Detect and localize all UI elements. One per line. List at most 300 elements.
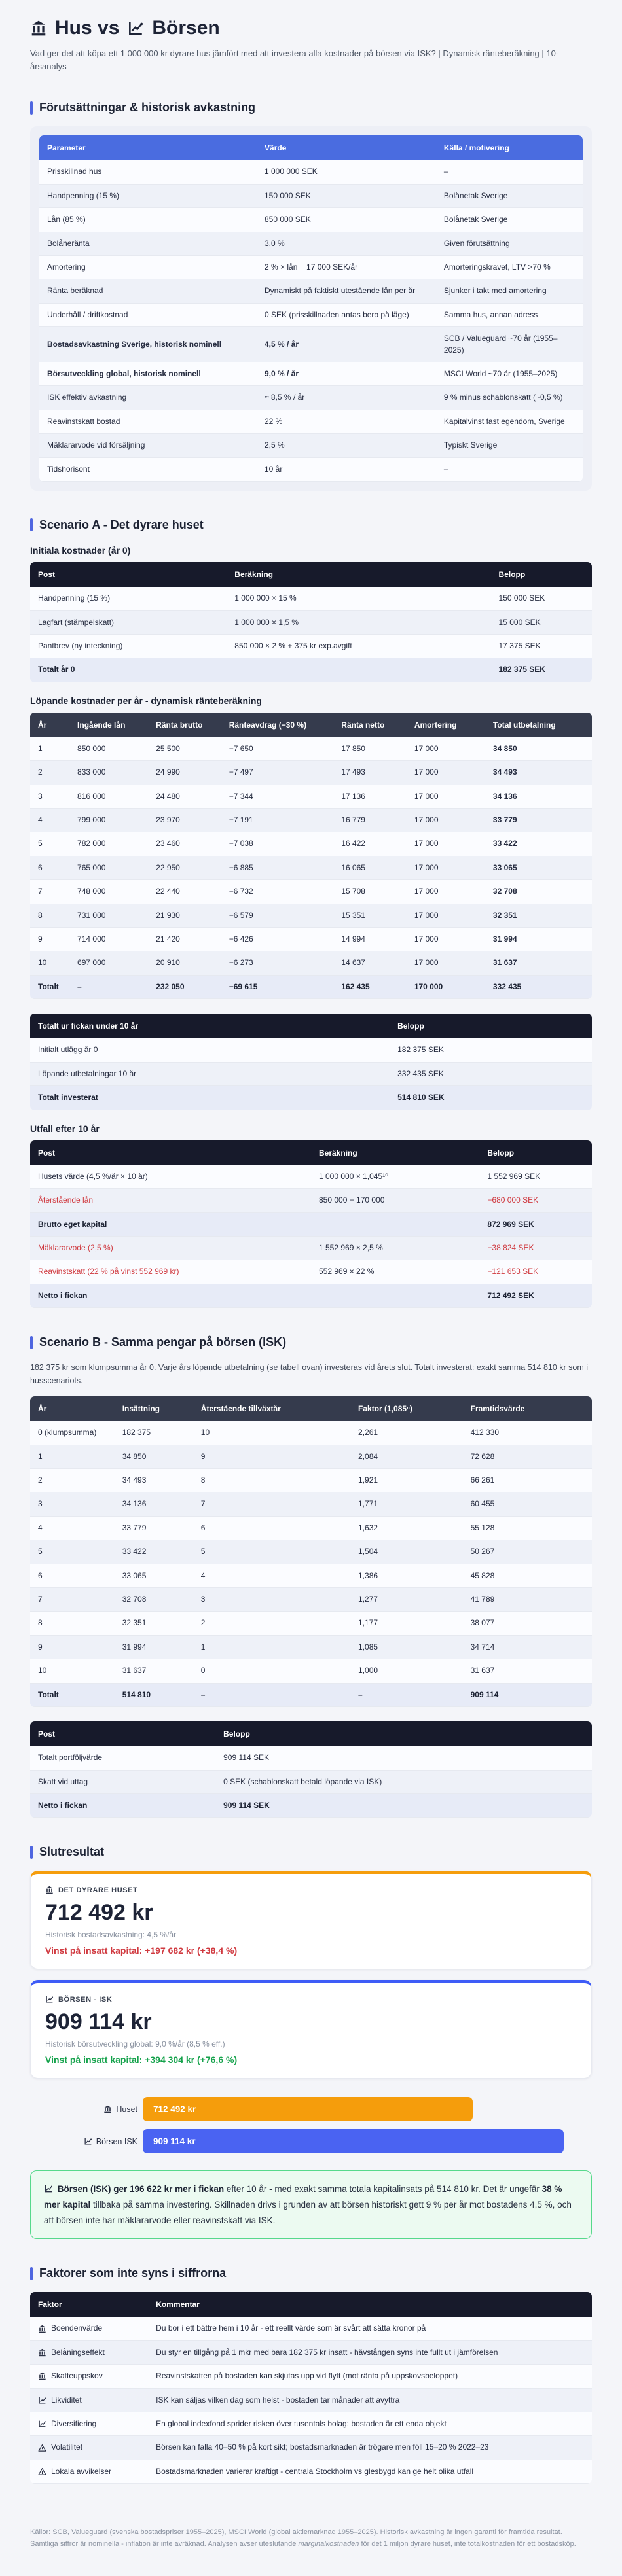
column-header: Beräkning [311, 1140, 479, 1165]
table-row [39, 386, 583, 410]
table-cell: 32 351 [115, 1612, 193, 1635]
table-row [30, 1635, 592, 1659]
table-cell: 1 552 969 × 2,5 % [311, 1236, 479, 1260]
table-header-row [30, 2292, 592, 2317]
subhead-outcome: Utfall efter 10 år [30, 1123, 100, 1134]
table-cell: Skatt vid uttag [30, 1770, 215, 1793]
table-cell: 712 492 SEK [479, 1284, 592, 1307]
chart-icon [38, 2396, 46, 2405]
table-row [30, 1564, 592, 1587]
column-header: Belopp [390, 1014, 592, 1038]
table-cell: 17 136 [333, 785, 407, 808]
table-cell: −6 885 [221, 856, 334, 879]
table-cell: Lån (85 %) [39, 208, 257, 232]
table-cell: 16 779 [333, 809, 407, 832]
table-header-row [30, 1721, 592, 1746]
table-cell: Amorteringskravet, LTV >70 % [436, 256, 583, 279]
table-cell: 15 000 SEK [491, 610, 592, 634]
column-header: Belopp [479, 1140, 592, 1165]
table-cell: 0 [193, 1659, 350, 1683]
table-cell: 514 810 SEK [390, 1086, 592, 1110]
table-cell: 25 500 [148, 737, 221, 761]
table-cell: 34 850 [115, 1445, 193, 1468]
table-cell: 2,261 [350, 1421, 463, 1445]
table-cell: 3 [30, 785, 69, 808]
table-cell: −7 038 [221, 832, 334, 856]
page-subtitle: Vad ger det att köpa ett 1 000 000 kr dyrare hus jämfört med att investera alla kostnader på börsen via ISK? | Dynamisk ränteberäkning | 10-årsanalys [30, 48, 559, 72]
building-icon [38, 2325, 46, 2333]
table-cell: 22 950 [148, 856, 221, 879]
table-cell: 23 460 [148, 832, 221, 856]
table-cell: ISK effektiv avkastning [39, 386, 257, 410]
column-header: Ränteavdrag (−30 %) [221, 713, 334, 737]
table-cell: Löpande utbetalningar 10 år [30, 1062, 390, 1085]
table-cell: 850 000 SEK [257, 208, 436, 232]
table-cell: −121 653 SEK [479, 1260, 592, 1284]
subhead-initial-costs: Initiala kostnader (år 0) [30, 544, 131, 556]
table-cell: 1 000 000 × 1,5 % [227, 610, 490, 634]
table-cell: Bolåneränta [39, 232, 257, 255]
chart-icon [38, 2420, 46, 2428]
scenario-b-intro: 182 375 kr som klumpsumma år 0. Varje års löpande utbetalning (se tabell ovan) investeras vid årets slut. Totalt investerat: exakt samma 514 810 kr som i husscenariots. [30, 1363, 589, 1386]
column-header: År [30, 1396, 115, 1421]
table-row [30, 1659, 592, 1683]
table-cell: Likviditet [30, 2388, 148, 2412]
table-row [30, 737, 592, 761]
table-cell: 33 065 [485, 856, 592, 879]
table-cell: 66 261 [463, 1469, 592, 1492]
section-assumptions [30, 101, 592, 491]
table-cell: 748 000 [69, 880, 148, 904]
table-cell: SCB / Valueguard ~70 år (1955–2025) [436, 327, 583, 362]
table-cell: 8 [30, 1612, 115, 1635]
table-cell: 1 000 000 × 1,045¹⁰ [311, 1165, 479, 1189]
table-row [39, 184, 583, 207]
table-row [30, 1284, 592, 1307]
table-cell: 4 [30, 1516, 115, 1540]
table-cell: Tidshorisont [39, 457, 257, 481]
table-cell: −7 650 [221, 737, 334, 761]
column-header: Totalt ur fickan under 10 år [30, 1014, 390, 1038]
table-cell: 833 000 [69, 761, 148, 785]
column-header: Värde [257, 135, 436, 160]
table-cell: 24 990 [148, 761, 221, 785]
table-row [30, 1469, 592, 1492]
column-header: Amortering [407, 713, 485, 737]
column-header: Källa / motivering [436, 135, 583, 160]
page-title [30, 17, 592, 39]
table-cell: Börsutveckling global, historisk nominell [39, 362, 257, 385]
table-cell: 10 [30, 951, 69, 975]
subhead-running-costs: Löpande kostnader per år - dynamisk ränteberäkning [30, 695, 262, 706]
table-cell: 4 [193, 1564, 350, 1587]
table-cell: Du bor i ett bättre hem i 10 år - ett reellt värde som är svårt att sätta kronor på [148, 2317, 592, 2340]
table-row [30, 2340, 592, 2364]
table-cell: 34 136 [485, 785, 592, 808]
table-header-row [30, 1140, 592, 1165]
table-row [30, 610, 592, 634]
result-card-house [30, 1871, 592, 1969]
result-card-house-gain: Vinst på insatt kapital: +197 682 kr (+38,4 %) [45, 1945, 238, 1956]
table-cell: 5 [30, 1540, 115, 1564]
table-cell: 0 SEK (schablonskatt betald löpande via ISK) [215, 1770, 592, 1793]
table-cell: 17 000 [407, 951, 485, 975]
outcome-table [30, 1140, 592, 1309]
result-card-house-note: Historisk bostadsavkastning: 4,5 %/år [45, 1930, 177, 1940]
table-cell: 2,5 % [257, 434, 436, 457]
table-cell: 22 440 [148, 880, 221, 904]
building-icon [103, 2105, 112, 2113]
table-cell: 50 267 [463, 1540, 592, 1564]
table-cell: 17 375 SEK [491, 634, 592, 658]
portfolio-table [30, 1721, 592, 1818]
table-cell: 31 637 [485, 951, 592, 975]
section-factors [30, 2267, 592, 2484]
table-row [30, 1445, 592, 1468]
table-row [30, 1260, 592, 1284]
table-row [30, 2365, 592, 2388]
column-header: Total utbetalning [485, 713, 592, 737]
table-cell: 32 708 [115, 1587, 193, 1611]
table-cell: 909 114 SEK [215, 1746, 592, 1770]
table-cell: 2 [30, 761, 69, 785]
chart-icon [127, 20, 144, 37]
building-icon [45, 1886, 54, 1894]
table-row [30, 832, 592, 856]
table-row [30, 1587, 592, 1611]
table-cell: Handpenning (15 %) [39, 184, 257, 207]
accent-bar [30, 2267, 33, 2280]
table-cell: Volatilitet [30, 2436, 148, 2460]
table-row [30, 1236, 592, 1260]
column-header: Post [30, 1140, 311, 1165]
table-cell: 16 422 [333, 832, 407, 856]
table-row [30, 1062, 592, 1085]
table-cell: 10 [30, 1659, 115, 1683]
table-row [39, 208, 583, 232]
table-row [30, 1683, 592, 1706]
table-cell: 1,085 [350, 1635, 463, 1659]
title-left: Hus vs [55, 17, 120, 39]
table-cell: – [350, 1683, 463, 1706]
column-header: Kommentar [148, 2292, 592, 2317]
isk-growth-table [30, 1396, 592, 1707]
table-cell: 34 714 [463, 1635, 592, 1659]
table-row [30, 1189, 592, 1212]
column-header: Belopp [215, 1721, 592, 1746]
section-title-assumptions: Förutsättningar & historisk avkastning [30, 101, 592, 115]
table-cell: Lokala avvikelser [30, 2460, 148, 2483]
table-row [30, 587, 592, 610]
table-cell: 872 969 SEK [479, 1212, 592, 1236]
table-cell: Skatteuppskov [30, 2365, 148, 2388]
section-title-scenario-b: Scenario B - Samma pengar på börsen (ISK) [30, 1335, 592, 1349]
table-cell: Sjunker i takt med amortering [436, 279, 583, 303]
table-cell: 15 708 [333, 880, 407, 904]
table-cell: 1,277 [350, 1587, 463, 1611]
table-cell: Handpenning (15 %) [30, 587, 227, 610]
table-row [30, 2460, 592, 2483]
table-row [39, 160, 583, 184]
table-cell: 3 [193, 1587, 350, 1611]
section-results [30, 1845, 592, 2239]
table-cell: 17 000 [407, 809, 485, 832]
table-cell: Samma hus, annan adress [436, 303, 583, 326]
table-row [30, 1421, 592, 1445]
table-cell: 34 493 [115, 1469, 193, 1492]
table-cell: Pantbrev (ny inteckning) [30, 634, 227, 658]
table-cell: 3,0 % [257, 232, 436, 255]
table-cell: 332 435 SEK [390, 1062, 592, 1085]
table-cell: 17 000 [407, 928, 485, 951]
table-row [30, 785, 592, 808]
table-cell: Bolånetak Sverige [436, 184, 583, 207]
table-cell: 412 330 [463, 1421, 592, 1445]
assumptions-table [39, 135, 583, 482]
table-cell: −7 191 [221, 809, 334, 832]
table-header-row [30, 1396, 592, 1421]
table-cell: 38 077 [463, 1612, 592, 1635]
table-header-row [30, 1014, 592, 1038]
table-cell: 7 [193, 1492, 350, 1516]
table-row [30, 2412, 592, 2435]
warning-icon [38, 2444, 46, 2452]
column-header: Återstående tillväxtår [193, 1396, 350, 1421]
column-header: År [30, 713, 69, 737]
table-cell: 17 000 [407, 880, 485, 904]
table-cell: – [69, 975, 148, 998]
column-header: Ränta netto [333, 713, 407, 737]
table-cell: 33 779 [115, 1516, 193, 1540]
table-cell: −6 426 [221, 928, 334, 951]
table-header-row [39, 135, 583, 160]
table-cell: 7 [30, 1587, 115, 1611]
table-cell: Börsen kan falla 40–50 % på kort sikt; bostadsmarknaden är trögare men föll 15–20 % 2022–23 [148, 2436, 592, 2460]
section-title-results: Slutresultat [30, 1845, 592, 1859]
table-cell: Totalt år 0 [30, 658, 227, 682]
table-cell: ISK kan säljas vilken dag som helst - bostaden tar månader att avyttra [148, 2388, 592, 2412]
table-cell: 5 [193, 1540, 350, 1564]
table-row [30, 809, 592, 832]
table-cell: ≈ 8,5 % / år [257, 386, 436, 410]
bar-label: Huset [30, 2105, 143, 2114]
table-cell: Boendenvärde [30, 2317, 148, 2340]
table-row [30, 1212, 592, 1236]
table-cell: 20 910 [148, 951, 221, 975]
table-cell: 4,5 % / år [257, 327, 436, 362]
table-cell: – [436, 160, 583, 184]
table-cell: Netto i fickan [30, 1284, 311, 1307]
table-cell: Prisskillnad hus [39, 160, 257, 184]
table-cell: 17 000 [407, 856, 485, 879]
table-cell: −680 000 SEK [479, 1189, 592, 1212]
factors-table [30, 2292, 592, 2484]
table-cell: 60 455 [463, 1492, 592, 1516]
table-cell: 41 789 [463, 1587, 592, 1611]
table-cell: −6 732 [221, 880, 334, 904]
table-cell: 6 [30, 1564, 115, 1587]
table-cell: 162 435 [333, 975, 407, 998]
table-row [39, 362, 583, 385]
table-cell: 1,632 [350, 1516, 463, 1540]
table-cell: Mäklararvode (2,5 %) [30, 1236, 311, 1260]
table-cell [311, 1212, 479, 1236]
table-cell: Typiskt Sverige [436, 434, 583, 457]
table-cell: 332 435 [485, 975, 592, 998]
table-cell: 8 [30, 904, 69, 927]
initial-costs-table [30, 562, 592, 682]
result-card-isk-note: Historisk börsutveckling global: 9,0 %/år (8,5 % eff.) [45, 2039, 225, 2049]
table-row [39, 279, 583, 303]
table-cell: 150 000 SEK [491, 587, 592, 610]
result-card-house-label: DET DYRARE HUSET [45, 1886, 577, 1894]
table-row [39, 327, 583, 362]
table-cell: 1,000 [350, 1659, 463, 1683]
table-cell: 1,921 [350, 1469, 463, 1492]
table-cell: 697 000 [69, 951, 148, 975]
chart-icon [84, 2137, 92, 2145]
table-cell: 9 [30, 928, 69, 951]
table-cell: 17 000 [407, 785, 485, 808]
loan-amortization-table [30, 713, 592, 999]
table-cell: 816 000 [69, 785, 148, 808]
table-cell: 14 994 [333, 928, 407, 951]
table-cell: 2 [193, 1612, 350, 1635]
out-of-pocket-table [30, 1014, 592, 1110]
table-cell: 31 637 [463, 1659, 592, 1683]
table-cell: 182 375 SEK [390, 1038, 592, 1062]
column-header: Post [30, 1721, 215, 1746]
table-cell: 9 [193, 1445, 350, 1468]
table-cell: En global indexfond sprider risken över tusentals bolag; bostaden är ett enda objekt [148, 2412, 592, 2435]
building-icon [30, 20, 47, 37]
table-cell: Lagfart (stämpelskatt) [30, 610, 227, 634]
table-cell: Totalt portföljvärde [30, 1746, 215, 1770]
table-cell: 514 810 [115, 1683, 193, 1706]
title-right: Börsen [152, 17, 220, 39]
table-cell: 232 050 [148, 975, 221, 998]
assumptions-panel [30, 126, 592, 491]
table-cell: 31 637 [115, 1659, 193, 1683]
column-header: Belopp [491, 562, 592, 587]
table-cell: 850 000 × 2 % + 375 kr exp.avgift [227, 634, 490, 658]
result-card-isk [30, 1980, 592, 2079]
accent-bar [30, 518, 33, 531]
table-cell: 909 114 SEK [215, 1793, 592, 1817]
result-card-house-amount: 712 492 kr [45, 1900, 153, 1926]
column-header: Faktor [30, 2292, 148, 2317]
comparison-bar-chart [30, 2097, 592, 2153]
table-cell: 5 [30, 832, 69, 856]
column-header: Framtidsvärde [463, 1396, 592, 1421]
table-cell: 6 [193, 1516, 350, 1540]
table-cell: Totalt investerat [30, 1086, 390, 1110]
table-cell: 182 375 SEK [491, 658, 592, 682]
table-cell: 1 [193, 1635, 350, 1659]
column-header: Ingående lån [69, 713, 148, 737]
table-cell: Amortering [39, 256, 257, 279]
table-row [30, 928, 592, 951]
table-cell: 22 % [257, 410, 436, 433]
accent-bar [30, 1336, 33, 1349]
table-cell: Ränta beräknad [39, 279, 257, 303]
table-cell: 17 000 [407, 737, 485, 761]
table-cell: 3 [30, 1492, 115, 1516]
table-cell: Dynamiskt på faktiskt utestående lån per år [257, 279, 436, 303]
table-row [30, 1770, 592, 1793]
table-cell: Bostadsmarknaden varierar kraftigt - centrala Stockholm vs glesbygd kan ge helt olika utfall [148, 2460, 592, 2483]
bar-value: 909 114 kr [143, 2129, 564, 2153]
table-cell: 17 000 [407, 832, 485, 856]
table-row [30, 658, 592, 682]
result-card-isk-gain: Vinst på insatt kapital: +394 304 kr (+76,6 %) [45, 2055, 238, 2066]
table-cell: 714 000 [69, 928, 148, 951]
table-cell: – [436, 457, 583, 481]
table-cell: 782 000 [69, 832, 148, 856]
table-row [39, 232, 583, 255]
table-row [30, 2436, 592, 2460]
section-title-scenario-a: Scenario A - Det dyrare huset [30, 518, 592, 532]
table-cell: 33 779 [485, 809, 592, 832]
table-cell: 8 [193, 1469, 350, 1492]
table-cell: 731 000 [69, 904, 148, 927]
table-cell: 909 114 [463, 1683, 592, 1706]
table-cell: 1 [30, 1445, 115, 1468]
table-row [30, 856, 592, 879]
column-header: Beräkning [227, 562, 490, 587]
bar-label: Börsen ISK [30, 2137, 143, 2146]
table-cell: Netto i fickan [30, 1793, 215, 1817]
table-cell: 1,771 [350, 1492, 463, 1516]
table-cell: 1,386 [350, 1564, 463, 1587]
table-cell: – [193, 1683, 350, 1706]
table-row [30, 1038, 592, 1062]
table-cell: 1,177 [350, 1612, 463, 1635]
table-cell: Kapitalvinst fast egendom, Sverige [436, 410, 583, 433]
table-cell: 55 128 [463, 1516, 592, 1540]
section-scenario-b [30, 1335, 592, 1818]
table-cell: 552 969 × 22 % [311, 1260, 479, 1284]
table-cell: 21 420 [148, 928, 221, 951]
table-cell: Reavinstskatt (22 % på vinst 552 969 kr) [30, 1260, 311, 1284]
table-row [39, 256, 583, 279]
chart-icon [44, 2184, 53, 2193]
table-cell: Diversifiering [30, 2412, 148, 2435]
table-cell: 34 850 [485, 737, 592, 761]
conclusion-callout: Börsen (ISK) ger 196 622 kr mer i fickan efter 10 år - med exakt samma totala kapitalinsats på 514 810 kr. Det är ungefär 38 % mer kapital tillbaka på samma investering. Skillnaden drivs i grunden av att börsen historiskt gett 9 % per år mot bostadens 4,5 %, och att börsen inte har mäklararvode eller reavinstskatt via ISK. [30, 2170, 592, 2239]
table-cell: 2 [30, 1469, 115, 1492]
warning-icon [38, 2467, 46, 2476]
table-cell: 72 628 [463, 1445, 592, 1468]
table-cell: −69 615 [221, 975, 334, 998]
table-cell: 32 351 [485, 904, 592, 927]
table-cell: Totalt [30, 975, 69, 998]
table-cell: Initialt utlägg år 0 [30, 1038, 390, 1062]
table-cell: 170 000 [407, 975, 485, 998]
table-row [39, 303, 583, 326]
column-header: Ränta brutto [148, 713, 221, 737]
table-cell: 850 000 − 170 000 [311, 1189, 479, 1212]
table-cell: 7 [30, 880, 69, 904]
table-cell: Bolånetak Sverige [436, 208, 583, 232]
section-title-factors: Faktorer som inte syns i siffrorna [30, 2267, 592, 2280]
table-cell: 45 828 [463, 1564, 592, 1587]
table-row [30, 1086, 592, 1110]
table-cell: Husets värde (4,5 %/år × 10 år) [30, 1165, 311, 1189]
table-cell: 150 000 SEK [257, 184, 436, 207]
table-row [30, 1746, 592, 1770]
table-cell: 2 % × lån = 17 000 SEK/år [257, 256, 436, 279]
